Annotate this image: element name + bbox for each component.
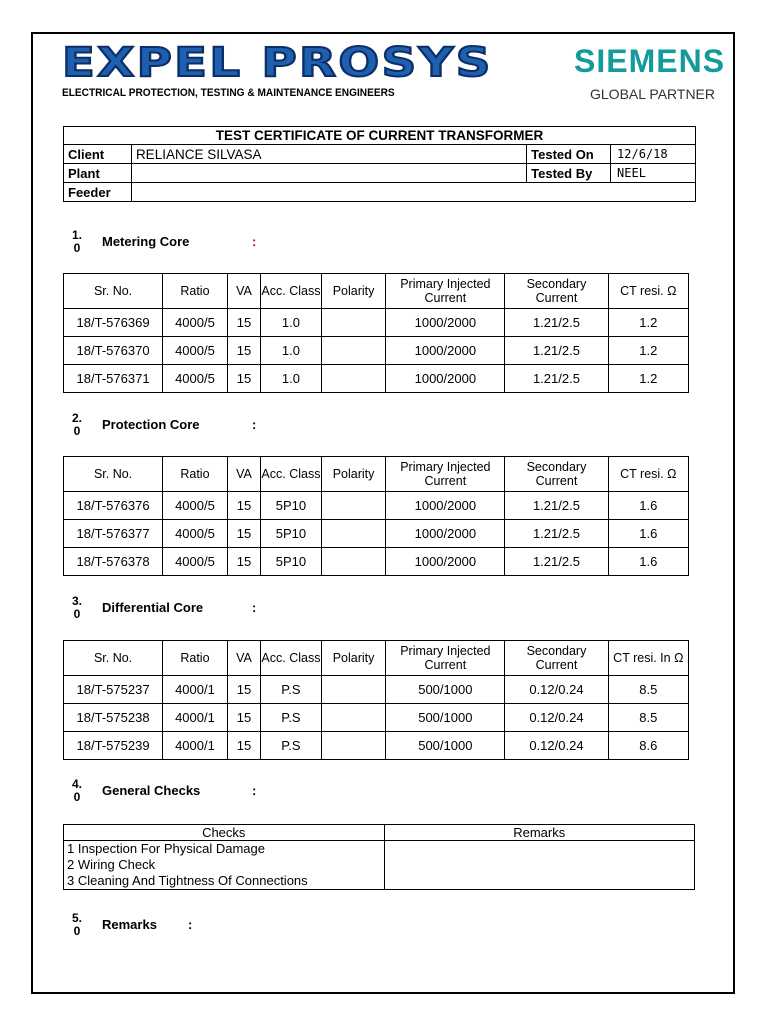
table-cell: 4000/5: [163, 520, 228, 548]
table-cell: [321, 548, 386, 576]
section-3-colon: :: [252, 600, 257, 615]
table-cell: 1000/2000: [386, 492, 505, 520]
table-cell: 0.12/0.24: [505, 732, 608, 760]
list-item: 2 Wiring Check: [67, 857, 156, 872]
table-row: [64, 732, 689, 760]
table-cell: [321, 492, 386, 520]
column-header: Ratio: [163, 274, 228, 309]
column-header: Ratio: [163, 457, 228, 492]
table-cell: 5P10: [261, 492, 322, 520]
section-3-title: Differential Core: [102, 600, 204, 615]
table-cell: 15: [227, 309, 260, 337]
table-cell: [321, 337, 386, 365]
table-cell: 1.6: [608, 520, 688, 548]
table-header-row: [64, 457, 689, 492]
table-cell: 1000/2000: [386, 548, 505, 576]
table-cell: 4000/5: [163, 365, 228, 393]
feeder-value: [131, 183, 695, 202]
table-header-row: [64, 641, 689, 676]
section-4-colon: :: [252, 783, 257, 798]
table-cell: 18/T-575237: [64, 676, 163, 704]
company-logo: EXPEL PROSYS: [62, 40, 493, 86]
column-header: Acc. Class: [261, 457, 322, 492]
table-header-row: [64, 274, 689, 309]
table-cell: 1.21/2.5: [505, 548, 608, 576]
tested-by-label: Tested By: [527, 164, 611, 183]
client-value: RELIANCE SILVASA: [131, 145, 526, 164]
table-cell: 5P10: [261, 520, 322, 548]
column-header: Primary Injected Current: [386, 457, 505, 492]
column-header: Sr. No.: [64, 457, 163, 492]
certificate-info-table: [63, 126, 696, 202]
table-cell: 5P10: [261, 548, 322, 576]
table-cell: 15: [227, 337, 260, 365]
table-cell: 8.5: [608, 704, 688, 732]
column-header: CT resi. Ω: [608, 274, 688, 309]
table-row: [64, 365, 689, 393]
column-header: Acc. Class: [261, 641, 322, 676]
table-cell: 15: [227, 492, 260, 520]
table-cell: 0.12/0.24: [505, 676, 608, 704]
table-cell: 18/T-575239: [64, 732, 163, 760]
table-cell: 18/T-576371: [64, 365, 163, 393]
table-cell: 1.2: [608, 309, 688, 337]
column-header: Secondary Current: [505, 274, 608, 309]
table-cell: 1.0: [261, 365, 322, 393]
column-header: Primary Injected Current: [386, 274, 505, 309]
table-row: [64, 520, 689, 548]
table-cell: 18/T-576376: [64, 492, 163, 520]
list-item: 3 Cleaning And Tightness Of Connections: [67, 873, 308, 888]
table-row: [64, 676, 689, 704]
table-cell: 15: [227, 704, 260, 732]
column-header: Polarity: [321, 641, 386, 676]
table-cell: 1.21/2.5: [505, 337, 608, 365]
table-cell: 1000/2000: [386, 365, 505, 393]
column-header: Secondary Current: [505, 641, 608, 676]
table-cell: 1.21/2.5: [505, 309, 608, 337]
table-cell: 4000/1: [163, 732, 228, 760]
general-checks-table: [63, 824, 695, 890]
table-cell: [321, 365, 386, 393]
table-row: [64, 337, 689, 365]
table-cell: [321, 676, 386, 704]
column-header: Primary Injected Current: [386, 641, 505, 676]
column-header: Sr. No.: [64, 641, 163, 676]
table-cell: 18/T-575238: [64, 704, 163, 732]
table-cell: 8.6: [608, 732, 688, 760]
column-header: CT resi. Ω: [608, 457, 688, 492]
table-cell: [321, 732, 386, 760]
list-item: 1 Inspection For Physical Damage: [67, 841, 265, 856]
section-3-number: 3. 0: [71, 594, 82, 621]
section-1-colon: :: [252, 234, 257, 249]
column-header: VA: [227, 457, 260, 492]
table-cell: 4000/1: [163, 676, 228, 704]
tested-on-label: Tested On: [527, 145, 611, 164]
table-cell: 1.21/2.5: [505, 520, 608, 548]
section-5-title: Remarks: [102, 917, 157, 932]
checks-remarks-cell: [384, 841, 695, 890]
section-2-title: Protection Core: [102, 417, 200, 432]
column-header: VA: [227, 274, 260, 309]
protection-core-table: [63, 456, 689, 576]
table-cell: 8.5: [608, 676, 688, 704]
siemens-logo: SIEMENS: [574, 43, 726, 79]
table-cell: 1.6: [608, 548, 688, 576]
column-header: Secondary Current: [505, 457, 608, 492]
table-row: [64, 309, 689, 337]
table-cell: 18/T-576369: [64, 309, 163, 337]
column-header: Acc. Class: [261, 274, 322, 309]
table-cell: 18/T-576370: [64, 337, 163, 365]
section-1-title: Metering Core: [102, 234, 190, 249]
company-tagline: ELECTRICAL PROTECTION, TESTING & MAINTENANCE ENGINEERS: [62, 87, 395, 99]
section-5-colon: :: [188, 917, 193, 932]
checks-header: Checks: [64, 825, 385, 841]
table-cell: 1.2: [608, 365, 688, 393]
table-cell: [321, 309, 386, 337]
section-2-number: 2. 0: [71, 411, 82, 438]
table-cell: 1.0: [261, 309, 322, 337]
table-cell: 1000/2000: [386, 520, 505, 548]
column-header: Sr. No.: [64, 274, 163, 309]
table-cell: 15: [227, 732, 260, 760]
column-header: VA: [227, 641, 260, 676]
table-cell: 18/T-576377: [64, 520, 163, 548]
tested-on-value: 12/6/18: [611, 145, 696, 164]
table-cell: 1.2: [608, 337, 688, 365]
table-cell: 15: [227, 520, 260, 548]
table-cell: 1.21/2.5: [505, 365, 608, 393]
column-header: CT resi. In Ω: [608, 641, 688, 676]
table-cell: 4000/5: [163, 492, 228, 520]
section-1-number: 1. 0: [71, 228, 82, 255]
certificate-title: TEST CERTIFICATE OF CURRENT TRANSFORMER: [64, 127, 696, 145]
table-cell: 1.6: [608, 492, 688, 520]
section-5-number: 5. 0: [71, 911, 82, 938]
table-row: [64, 704, 689, 732]
table-row: [64, 548, 689, 576]
table-cell: 15: [227, 365, 260, 393]
column-header: Polarity: [321, 274, 386, 309]
metering-core-table: [63, 273, 689, 393]
section-4-number: 4. 0: [71, 777, 82, 804]
table-cell: 1000/2000: [386, 337, 505, 365]
table-cell: 500/1000: [386, 676, 505, 704]
table-cell: 18/T-576378: [64, 548, 163, 576]
partner-label: GLOBAL PARTNER: [590, 86, 716, 102]
client-label: Client: [64, 145, 132, 164]
plant-value: [131, 164, 526, 183]
table-cell: P.S: [261, 676, 322, 704]
table-cell: 4000/5: [163, 337, 228, 365]
column-header: Ratio: [163, 641, 228, 676]
differential-core-table: [63, 640, 689, 760]
table-cell: [321, 704, 386, 732]
plant-label: Plant: [64, 164, 132, 183]
table-cell: P.S: [261, 732, 322, 760]
feeder-label: Feeder: [64, 183, 132, 202]
table-cell: 15: [227, 548, 260, 576]
table-row: [64, 492, 689, 520]
table-cell: 1000/2000: [386, 309, 505, 337]
section-2-colon: :: [252, 417, 257, 432]
checks-list: [64, 841, 385, 890]
table-cell: P.S: [261, 704, 322, 732]
table-cell: 15: [227, 676, 260, 704]
table-cell: [321, 520, 386, 548]
table-cell: 500/1000: [386, 704, 505, 732]
column-header: Polarity: [321, 457, 386, 492]
table-cell: 4000/5: [163, 309, 228, 337]
table-cell: 500/1000: [386, 732, 505, 760]
tested-by-value: NEEL: [611, 164, 696, 183]
table-cell: 0.12/0.24: [505, 704, 608, 732]
table-cell: 4000/1: [163, 704, 228, 732]
table-cell: 4000/5: [163, 548, 228, 576]
table-cell: 1.0: [261, 337, 322, 365]
section-4-title: General Checks: [102, 783, 201, 798]
remarks-header: Remarks: [384, 825, 695, 841]
table-cell: 1.21/2.5: [505, 492, 608, 520]
